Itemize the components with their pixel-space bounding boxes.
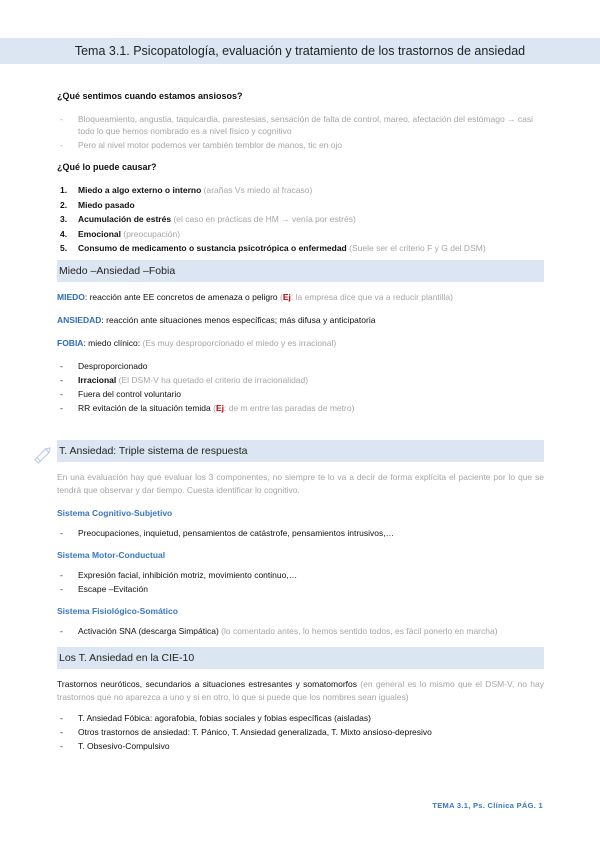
list-item: - RR evitación de la situación temida (Ej: de m entre las paradas de metro): [57, 402, 544, 414]
fisiologico-list: [57, 625, 544, 637]
motor-list: [57, 569, 544, 595]
question-feelings: ¿Qué sentimos cuando estamos ansiosos?: [57, 91, 243, 101]
list-item: - Pero al nivel motor podemos ver también temblor de manos, tic en ojo: [57, 139, 544, 151]
question-causes: ¿Qué lo puede causar?: [57, 162, 157, 172]
list-item: 4. Emocional (preocupación): [60, 228, 181, 239]
section-heading-cie10: Los T. Ansiedad en la CIE-10: [57, 647, 544, 669]
list-item: - Bloqueamiento, angustia, taquicardia, parestesias, sensación de falta de control, mareo, afectación del estómago → casi todo lo que hemos nombrado es a nivel físico y cognitivo: [57, 113, 544, 137]
causes-list: [57, 184, 544, 254]
section-heading-triple: T. Ansiedad: Triple sistema de respuesta: [57, 440, 544, 462]
definition-miedo: MIEDO: reacción ante EE concretos de amenaza o peligro (Ej: la empresa dice que va a reducir plantilla): [57, 292, 453, 302]
definition-ansiedad: ANSIEDAD: reacción ante situaciones menos específicas; más difusa y anticipatoria: [57, 315, 376, 325]
list-item: - Escape –Evitación: [57, 583, 544, 595]
list-item: - Preocupaciones, inquietud, pensamientos de catástrofe, pensamientos intrusivos,…: [57, 527, 544, 539]
list-item: 2. Miedo pasado: [60, 199, 135, 210]
feelings-list: [57, 113, 544, 151]
list-item: - T. Ansiedad Fóbica: agorafobia, fobias sociales y fobias específicas (aisladas): [57, 712, 544, 724]
cognitivo-list: [57, 527, 544, 539]
content: [57, 90, 544, 762]
list-item: 5. Consumo de medicamento o sustancia psicotrópica o enfermedad (Suele ser el criterio F y G del DSM): [60, 243, 486, 253]
definition-fobia: FOBIA: miedo clínico: (Es muy desproporcionado el miedo y es irracional): [57, 338, 337, 348]
list-item: - Otros trastornos de ansiedad: T. Pánico, T. Ansiedad generalizada, T. Mixto ansioso-depresivo: [57, 726, 544, 738]
fobia-list: [57, 360, 544, 414]
page-footer: TEMA 3.1, Ps. Clínica PÁG. 1: [432, 801, 543, 810]
list-item: 3. Acumulación de estrés (el caso en prácticas de HM → venía por estrés): [60, 214, 356, 224]
triple-intro: En una evaluación hay que evaluar los 3 componentes, no siempre te lo va a decir de forma explícita el paciente por lo que se tendrá que observar y dar tiempo. Cuesta identificar lo cognitivo.: [57, 472, 544, 495]
page-title: Tema 3.1. Psicopatología, evaluación y tratamiento de los trastornos de ansiedad: [0, 38, 600, 64]
list-item: - Fuera del control voluntario: [57, 388, 544, 400]
list-item: 1. Miedo a algo externo o interno (arañas Vs miedo al fracaso): [60, 185, 313, 195]
list-item: - T. Obsesivo-Compulsivo: [57, 740, 544, 752]
subheading-fisiologico: Sistema Fisiológico-Somático: [57, 606, 178, 616]
subheading-cognitivo: Sistema Cognitivo-Subjetivo: [57, 508, 173, 518]
pencil-icon: [32, 444, 54, 466]
section-heading-miedo: Miedo –Ansiedad –Fobia: [57, 260, 544, 282]
subheading-motor: Sistema Motor-Conductual: [57, 550, 166, 560]
list-item: - Activación SNA (descarga Simpática) (lo comentado antes, lo hemos sentido todos, es fácil ponerlo en marcha): [57, 625, 544, 637]
list-item: - Irracional (El DSM-V ha quetado el criterio de irracionalidad): [57, 374, 544, 386]
cie10-paragraph: Trastornos neuróticos, secundarios a situaciones estresantes y somatomorfos (en general es lo mismo que el DSM-V, no hay trastornos que no aparezca a uno y si en otro, lo que si puede que los nombres sean iguales): [57, 679, 545, 702]
cie10-list: [57, 712, 544, 752]
list-item: - Expresión facial, inhibición motriz, movimiento continuo,…: [57, 569, 544, 581]
list-item: - Desproporcionado: [57, 360, 544, 372]
